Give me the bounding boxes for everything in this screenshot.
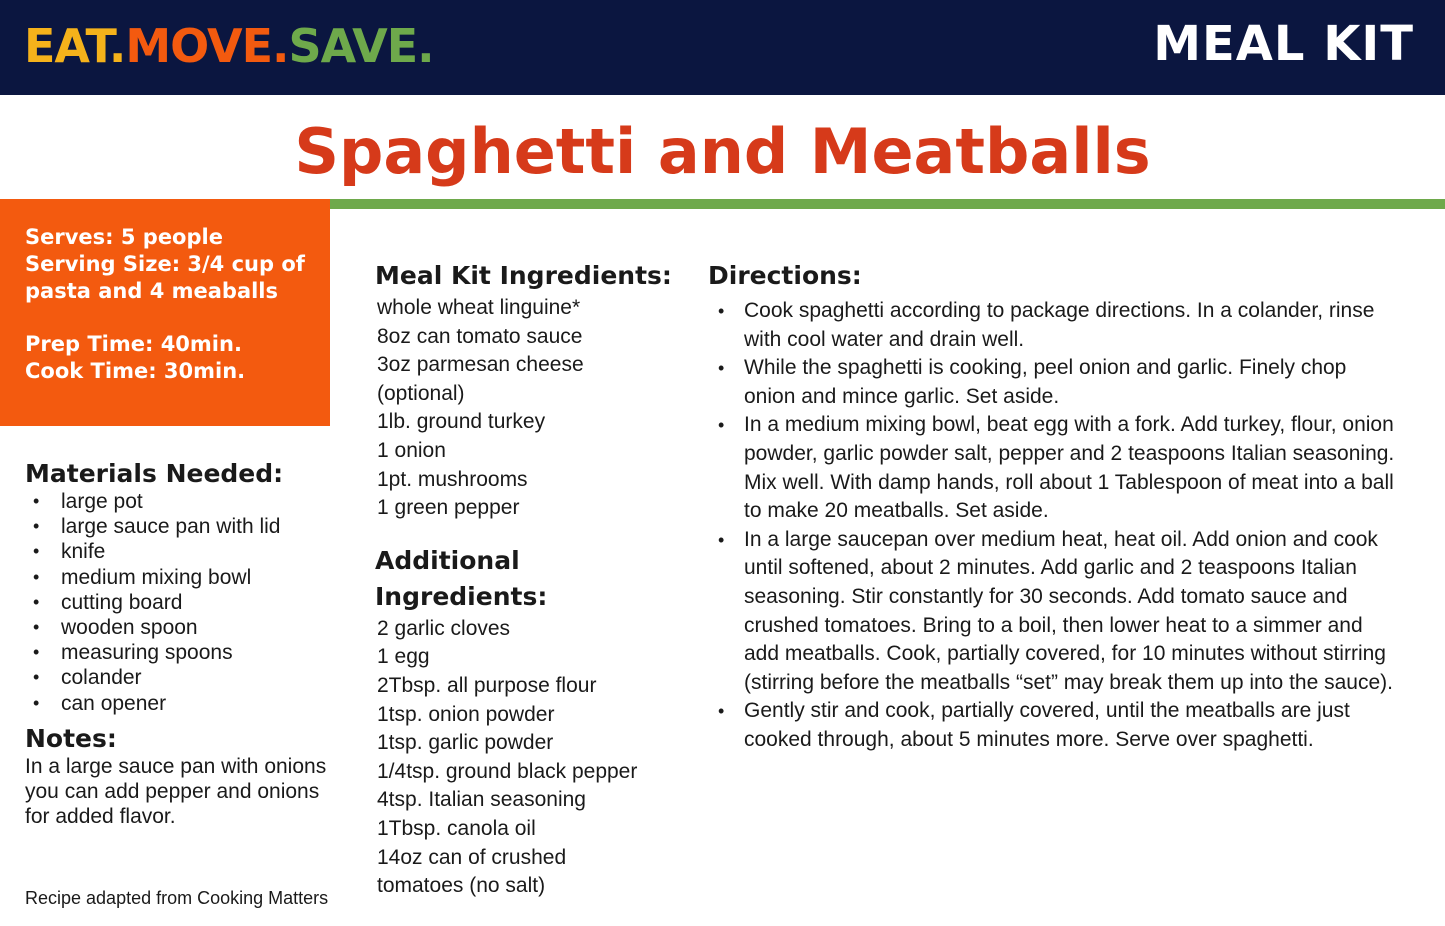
additional-ingredient-item: 1tsp. garlic powder [377, 731, 554, 755]
directions-heading: Directions: [708, 261, 862, 290]
kit-ingredient-item: 1 green pepper [377, 496, 520, 520]
additional-ingredient-item: 1tsp. onion powder [377, 702, 555, 726]
material-item: • can opener [25, 691, 335, 716]
kit-ingredient-item: 1lb. ground turkey [377, 410, 546, 434]
left-column [25, 459, 335, 829]
material-item: • large pot [25, 489, 335, 514]
kit-ingredients-heading: Meal Kit Ingredients: [375, 261, 672, 290]
material-item: • knife [25, 539, 335, 564]
additional-ingredient-item: 1Tbsp. canola oil [377, 816, 536, 840]
kit-ingredient-item: whole wheat linguine* [377, 296, 581, 319]
kit-ingredient-item: 1pt. mushrooms [377, 467, 528, 491]
direction-step: • In a medium mixing bowl, beat egg with a fork. Add turkey, flour, onion powder, garlic powder salt, pepper and 2 teaspoons Italian seasoning. Mix well. With damp hands, roll about 1 Tablespoon of meat into a ball to make 20 meatballs. Set aside. [708, 411, 1398, 525]
material-item: • large sauce pan with lid [25, 514, 335, 539]
additional-ingredient-item: 4tsp. Italian seasoning [377, 788, 586, 812]
kit-ingredient-item: 8oz can tomato sauce [377, 324, 583, 348]
recipe-title: Spaghetti and Meatballs [294, 115, 1151, 188]
kit-ingredient-item: (optional) [377, 381, 465, 405]
brand-move: MOVE. [125, 19, 289, 73]
additional-ingredients-heading: Additional Ingredients: [375, 545, 548, 611]
material-item: • cutting board [25, 590, 335, 615]
directions-list [708, 297, 1398, 755]
materials-list [25, 489, 335, 716]
direction-step: • While the spaghetti is cooking, peel onion and garlic. Finely chop onion and mince garlic. Set aside. [708, 354, 1398, 411]
material-item: • medium mixing bowl [25, 565, 335, 590]
notes-text: In a large sauce pan with onions you can add pepper and onions for added flavor. [25, 754, 327, 828]
serving-size-line-2: pasta and 4 meaballs [25, 279, 279, 303]
brand-save: SAVE. [288, 19, 434, 73]
brand-eat: EAT. [24, 19, 126, 73]
directions-column [708, 258, 1398, 755]
material-item: • wooden spoon [25, 615, 335, 640]
direction-step: • Gently stir and cook, partially covered, until the meatballs are just cooked through, about 5 minutes more. Serve over spaghetti. [708, 697, 1398, 754]
material-item: • colander [25, 665, 335, 690]
green-divider [330, 199, 1445, 209]
meal-kit-label: MEAL KIT [1153, 16, 1414, 72]
additional-ingredients-list [375, 615, 695, 901]
notes-heading: Notes: [25, 723, 117, 753]
direction-step: • In a large saucepan over medium heat, heat oil. Add onion and cook until softened, about 2 minutes. Add garlic and 2 teaspoons Italian seasoning. Stir constantly for 30 seconds. Add tomato sauce and crushed tomatoes. Bring to a boil, then lower heat to a simmer and add meatballs. Cook, partially covered, for 10 minutes without stirring (stirring before the meatballs “set” may break them up into the sauce). [708, 526, 1398, 698]
direction-step: • Cook spaghetti according to package directions. In a colander, rinse with cool water and drain well. [708, 297, 1398, 354]
kit-ingredients-list [375, 294, 695, 523]
cook-time-text: Cook Time: 30min. [25, 359, 246, 383]
ingredients-column [375, 258, 695, 901]
prep-time-text: Prep Time: 40min. [25, 332, 242, 356]
header-bar [0, 0, 1445, 95]
additional-ingredient-item: 2 garlic cloves [377, 616, 511, 640]
additional-ingredient-item: 1 egg [377, 645, 430, 669]
recipe-info-box [0, 199, 330, 426]
serving-size-line-1: Serving Size: 3/4 cup of [25, 252, 305, 276]
kit-ingredient-item: 1 onion [377, 438, 446, 462]
materials-heading: Materials Needed: [25, 459, 284, 488]
material-item: • measuring spoons [25, 640, 335, 665]
brand-logo [24, 16, 434, 76]
kit-ingredient-item: 3oz parmesan cheese [377, 353, 584, 377]
source-footnote: Recipe adapted from Cooking Matters [25, 888, 329, 908]
additional-ingredient-item: tomatoes (no salt) [377, 874, 546, 898]
additional-ingredient-item: 14oz can of crushed [377, 845, 567, 869]
additional-ingredient-item: 2Tbsp. all purpose flour [377, 673, 597, 697]
additional-ingredient-item: 1/4tsp. ground black pepper [377, 759, 638, 783]
serves-text: Serves: 5 people [25, 225, 223, 249]
